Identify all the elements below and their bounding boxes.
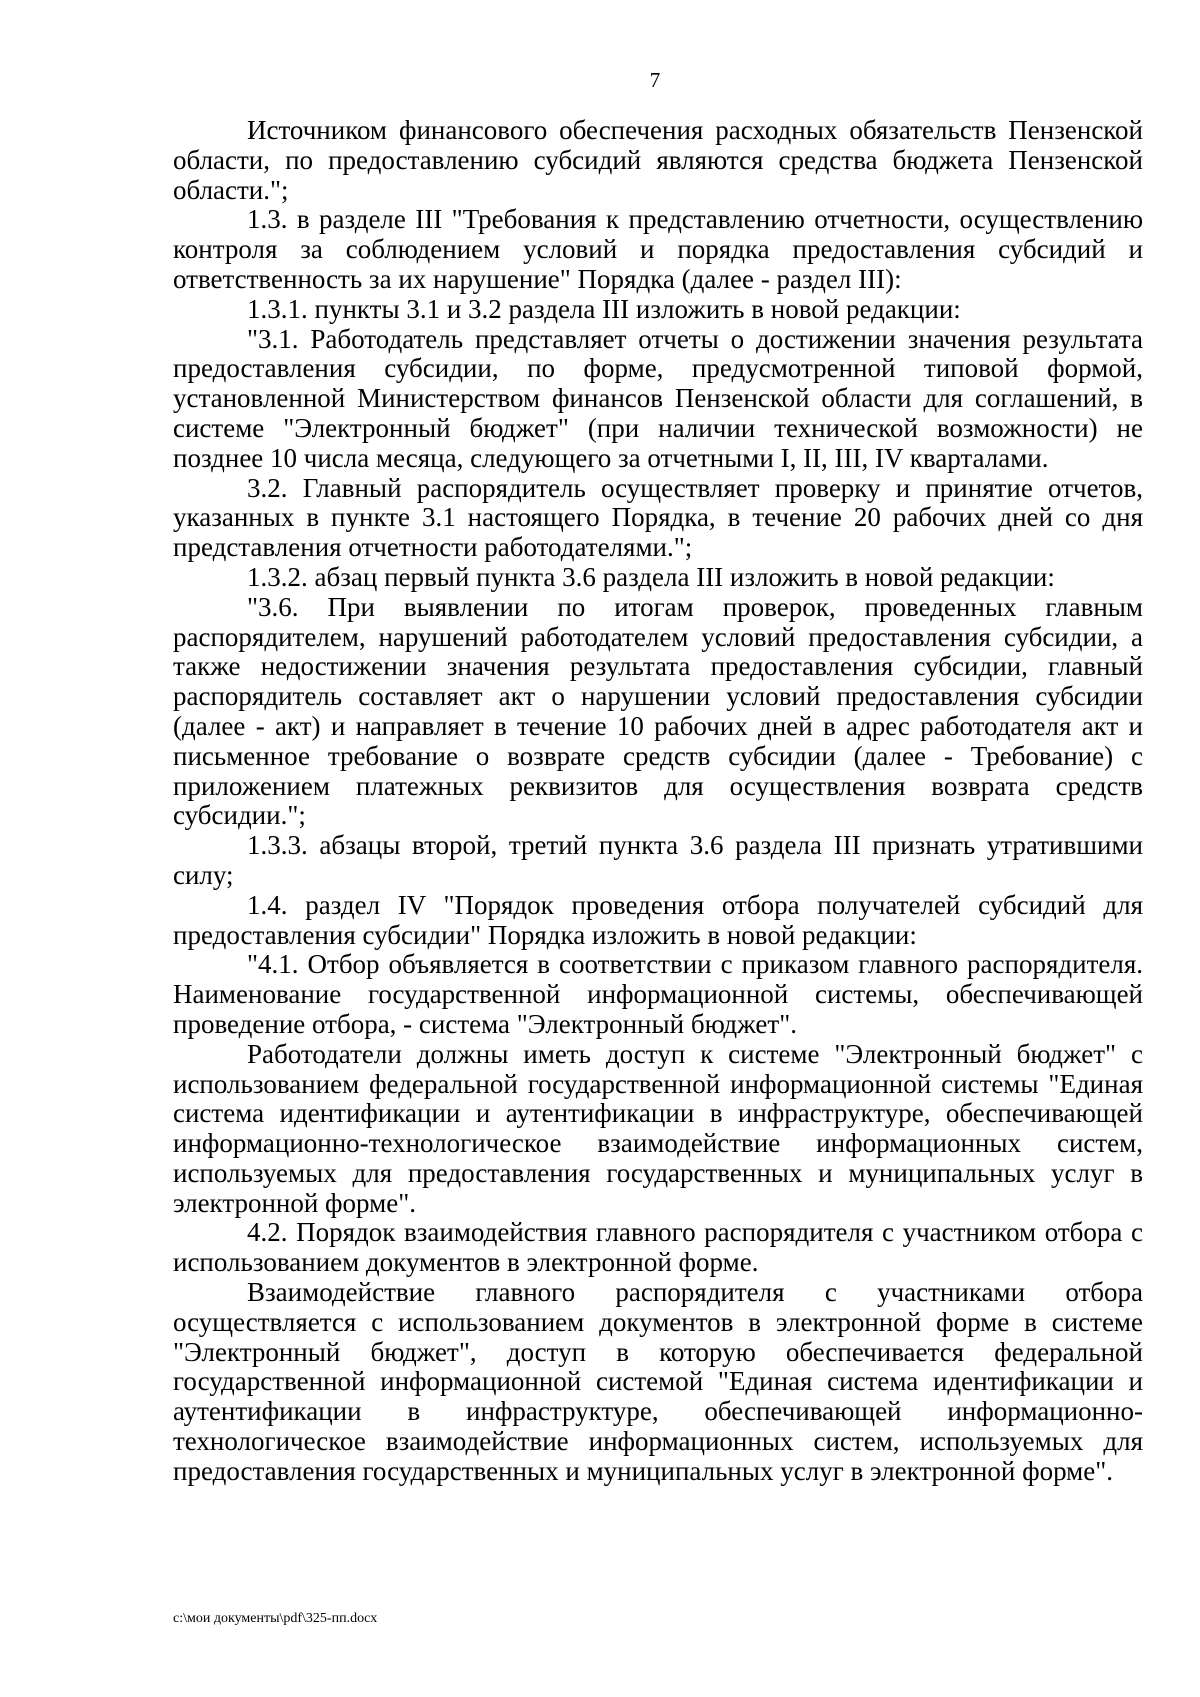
footer-file-path: c:\мои документы\pdf\325-пп.docx [173,1611,378,1626]
paragraph: "3.1. Работодатель представляет отчеты о достижении значения результата предоставления субсидии, по форме, предусмотренной типовой формой, установленной Министерством финансов Пензенской области для соглашений, в системе "Электронный бюджет" (при наличии технической возможности) не позднее 10 числа месяца, следующего за отчетными I, II, III, IV кварталами. [173,323,1143,473]
paragraph: 3.2. Главный распорядитель осуществляет проверку и принятие отчетов, указанных в пункте 3.1 настоящего Порядка, в течение 20 рабочих дней со дня представления отчетности работодателями."; [173,472,1143,563]
paragraph: 4.2. Порядок взаимодействия главного распорядителя с участником отбора с использованием документов в электронной форме. [173,1217,1143,1278]
paragraph: Взаимодействие главного распорядителя с участниками отбора осуществляется с использованием документов в электронной форме в системе "Электронный бюджет", доступ в которую обеспечивается федеральной государственной информационной системой "Единая система идентификации и аутентификации в инфраструктуре, обеспечивающей информационно-технологическое взаимодействие информационных систем, используемых для предоставления государственных и муниципальных услуг в электронной форме". [173,1277,1143,1486]
paragraph: "3.6. При выявлении по итогам проверок, проведенных главным распорядителем, нарушений работодателем условий предоставления субсидии, а также недостижении значения результата предоставления субсидии, главный распорядитель составляет акт о нарушении условий предоставления субсидии (далее - акт) и направляет в течение 10 рабочих дней в адрес работодателя акт и письменное требование о возврате средств субсидии (далее - Требование) с приложением платежных реквизитов для осуществления возврата средств субсидии."; [173,591,1143,831]
paragraph: 1.3.2. абзац первый пункта 3.6 раздела III изложить в новой редакции: [247,561,1055,592]
page-number: 7 [649,68,661,92]
paragraph: "4.1. Отбор объявляется в соответствии с приказом главного распорядителя. Наименование государственной информационной системы, обеспечивающей проведение отбора, - система "Электронный бюджет". [173,949,1143,1039]
document-body [173,116,1143,1487]
paragraph: 1.3. в разделе III "Требования к представлению отчетности, осуществлению контроля за соблюдением условий и порядка предоставления субсидий и ответственность за их нарушение" Порядка (далее - раздел III): [173,204,1143,294]
paragraph: Источником финансового обеспечения расходных обязательств Пензенской области, по предоставлению субсидий являются средства бюджета Пензенской области."; [173,115,1143,205]
paragraph: 1.4. раздел IV "Порядок проведения отбора получателей субсидий для предоставления субсидии" Порядка изложить в новой редакции: [173,889,1143,950]
paragraph: 1.3.1. пункты 3.1 и 3.2 раздела III изложить в новой редакции: [247,293,961,324]
paragraph: 1.3.3. абзацы второй, третий пункта 3.6 раздела III признать утратившими силу; [173,830,1143,890]
paragraph: Работодатели должны иметь доступ к системе "Электронный бюджет" с использованием федеральной государственной информационной системы "Единая система идентификации и аутентификации в инфраструктуре, обеспечивающей информационно-технологическое взаимодействие информационных систем, используемых для предоставления государственных и муниципальных услуг в электронной форме". [173,1038,1143,1218]
